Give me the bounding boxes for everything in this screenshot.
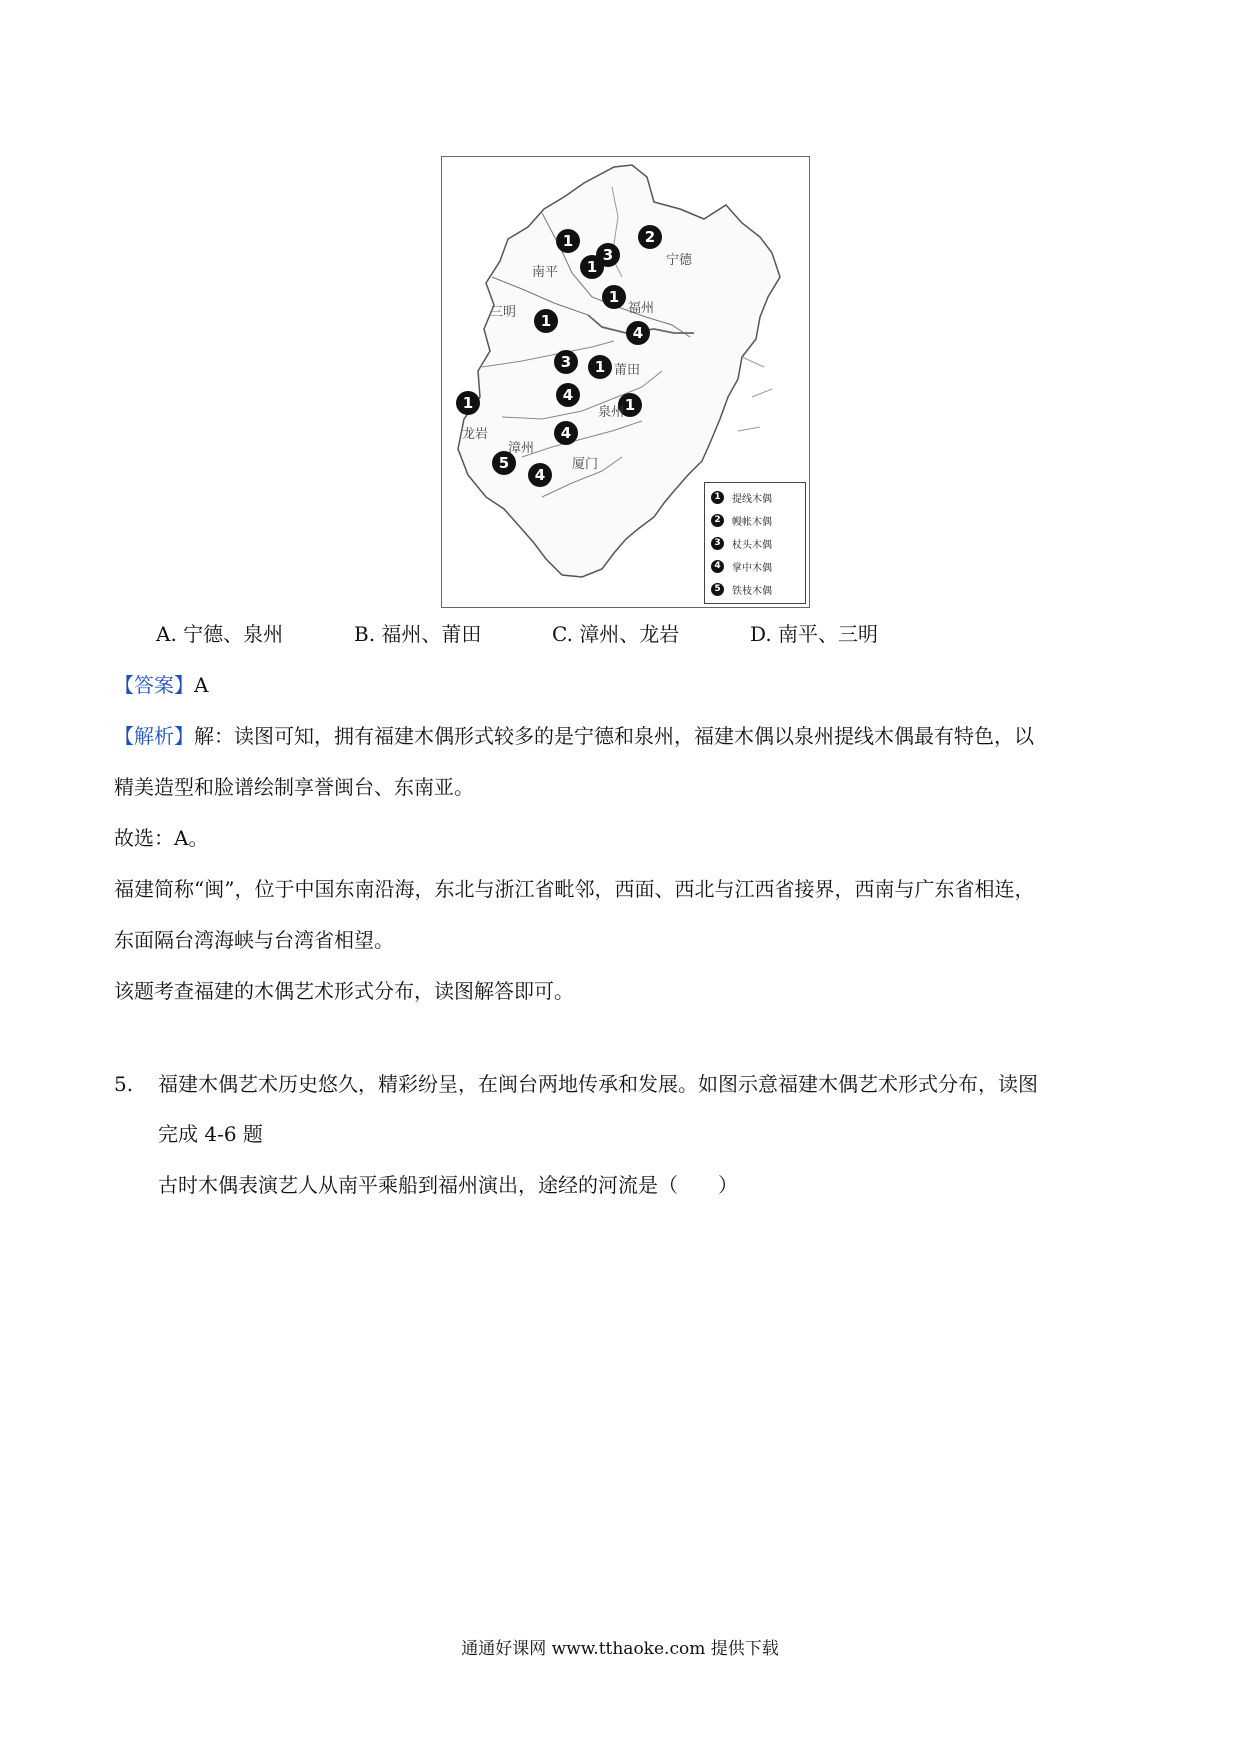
question-line-3: 古时木偶表演艺人从南平乘船到福州演出，途经的河流是（ ） [158,1173,738,1197]
legend-item [711,533,772,553]
analysis-line-4: 福建简称“闽”，位于中国东南沿海，东北与浙江省毗邻，西面、西北与江西省接界，西南与广东省相连， [114,877,1035,901]
city-label-longyan: 龙岩 [462,427,489,442]
marker-puppet: 4 [554,421,578,445]
marker-puppet: 4 [626,321,650,345]
marker-puppet: 1 [556,229,580,253]
option-c[interactable]: C. 漳州、龙岩 [552,622,680,646]
analysis-line-2: 精美造型和脸谱绘制享誉闽台、东南亚。 [114,775,474,799]
option-b[interactable]: B. 福州、莆田 [354,622,482,646]
city-label-nanping: 南平 [532,265,559,280]
marker-puppet: 1 [580,255,604,279]
fujian-puppet-map [441,156,810,608]
legend-marker: 1 [711,491,724,504]
city-label-putian: 莆田 [614,363,641,378]
legend-label: 掌中木偶 [732,562,772,574]
page-footer: 通通好课网 www.tthaoke.com 提供下载 [461,1639,779,1659]
marker-puppet: 1 [588,355,612,379]
legend-marker: 3 [711,537,724,550]
answer-value: A [194,673,209,697]
legend-label: 提线木偶 [732,493,772,505]
marker-puppet: 5 [492,451,516,475]
city-label-ningde: 宁德 [666,253,693,268]
city-label-zhangzhou: 漳州 [508,441,535,456]
option-d[interactable]: D. 南平、三明 [750,622,879,646]
city-label-quanzhou: 泉州 [598,405,625,420]
marker-puppet: 4 [556,383,580,407]
legend-marker: 2 [711,514,724,527]
marker-puppet: 1 [618,393,642,417]
legend-item [711,487,772,507]
legend-item [711,579,772,599]
question-number: 5. [114,1072,134,1096]
marker-puppet: 3 [554,350,578,374]
map-legend [704,482,806,604]
marker-puppet: 1 [534,309,558,333]
analysis-line-5: 东面隔台湾海峡与台湾省相望。 [114,928,394,952]
city-label-fuzhou: 福州 [628,301,655,316]
option-a[interactable]: A. 宁德、泉州 [156,622,284,646]
analysis-line-6: 该题考查福建的木偶艺术形式分布，读图解答即可。 [114,979,574,1003]
marker-puppet: 3 [596,243,620,267]
legend-marker: 5 [711,583,724,596]
answer-tag: 【答案】 [114,673,194,697]
analysis-text: 解：读图可知，拥有福建木偶形式较多的是宁德和泉州，福建木偶以泉州提线木偶最有特色，以 [194,724,1034,748]
question-line-2: 完成 4-6 题 [158,1122,263,1146]
legend-item [711,556,772,576]
legend-label: 杖头木偶 [732,539,772,551]
city-label-xiamen: 厦门 [572,457,599,472]
marker-puppet: 1 [456,391,480,415]
marker-puppet: 2 [638,225,662,249]
legend-item [711,510,772,530]
marker-puppet: 1 [602,285,626,309]
legend-label: 幔帐木偶 [732,516,772,528]
analysis-line-3: 故选：A。 [114,826,209,850]
answer-line [114,671,208,699]
analysis-line-1 [114,722,1034,750]
city-label-sanming: 三明 [490,305,517,320]
legend-label: 铁枝木偶 [732,585,772,597]
legend-marker: 4 [711,560,724,573]
question-line-1: 福建木偶艺术历史悠久，精彩纷呈，在闽台两地传承和发展。如图示意福建木偶艺术形式分布，读图 [158,1072,1038,1096]
marker-puppet: 4 [528,463,552,487]
analysis-tag: 【解析】 [114,724,194,748]
